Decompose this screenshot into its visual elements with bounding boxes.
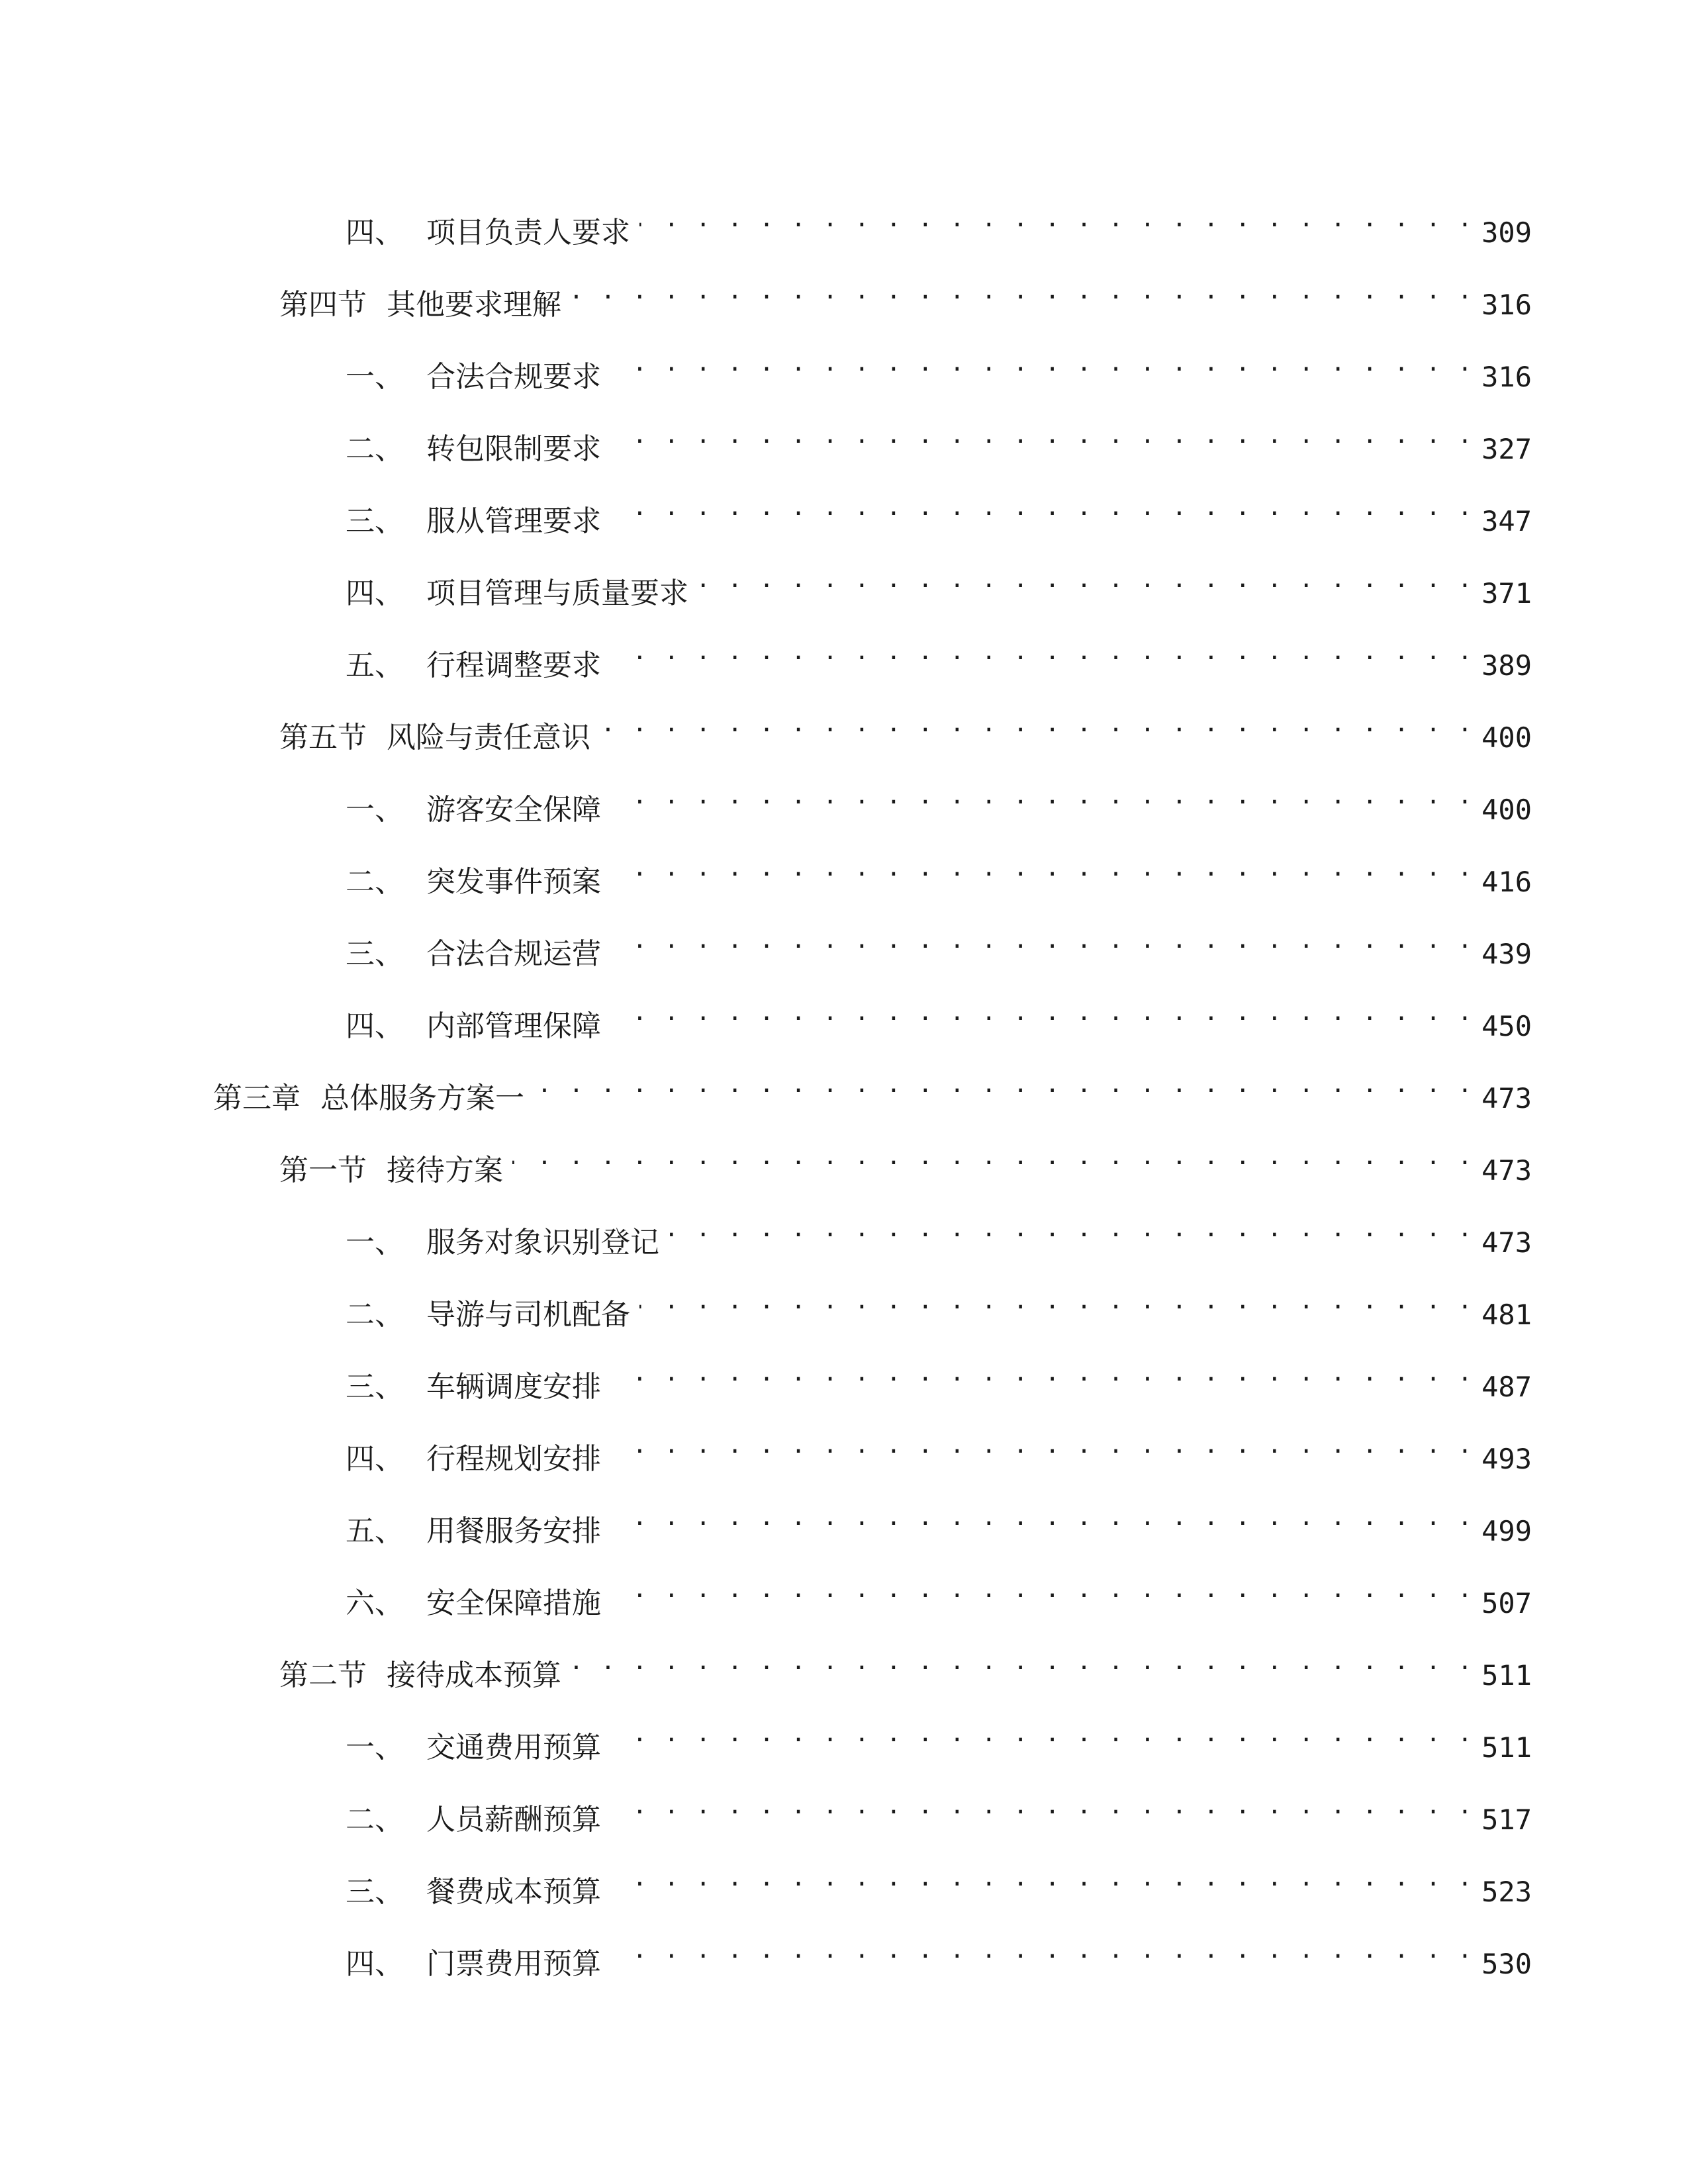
toc-entry[interactable]	[346, 1783, 1532, 1837]
dot-leader	[610, 412, 1474, 459]
toc-entry-number: 五、	[346, 1514, 404, 1548]
toc-entry[interactable]	[346, 196, 1532, 250]
toc-entry-page-number: 416	[1481, 866, 1532, 898]
toc-entry[interactable]	[346, 917, 1532, 971]
toc-entry[interactable]	[279, 1639, 1532, 1692]
dot-leader	[610, 1711, 1474, 1757]
toc-entry-page-number: 400	[1481, 721, 1532, 754]
toc-entry-number: 一、	[346, 1226, 404, 1259]
toc-entry[interactable]	[213, 1062, 1532, 1115]
toc-entry-page-number: 316	[1481, 289, 1532, 321]
toc-entry[interactable]	[346, 1206, 1532, 1259]
toc-entry-number: 五、	[346, 649, 404, 682]
toc-entry-title: 项目负责人要求	[426, 216, 630, 250]
dot-leader	[639, 1278, 1474, 1324]
dot-leader	[610, 1927, 1474, 1974]
dot-leader	[610, 773, 1474, 819]
toc-entry-number: 第一节	[279, 1154, 367, 1187]
toc-entry-page-number: 450	[1481, 1010, 1532, 1042]
toc-entry-title: 用餐服务安排	[426, 1514, 601, 1548]
dot-leader	[534, 1062, 1474, 1108]
toc-entry[interactable]	[279, 1134, 1532, 1187]
toc-entry-title: 合法合规运营	[426, 937, 601, 971]
dot-leader	[571, 1639, 1474, 1685]
dot-leader	[610, 1350, 1474, 1396]
toc-entry[interactable]	[346, 773, 1532, 827]
toc-entry-title: 合法合规要求	[426, 360, 601, 394]
toc-entry-title: 突发事件预案	[426, 865, 601, 899]
toc-entry-page-number: 400	[1481, 794, 1532, 826]
toc-entry-title: 导游与司机配备	[426, 1298, 630, 1332]
toc-entry-title: 项目管理与质量要求	[426, 576, 688, 610]
toc-entry-title: 服从管理要求	[426, 504, 601, 538]
toc-entry[interactable]	[346, 484, 1532, 538]
toc-entry[interactable]	[346, 412, 1532, 466]
toc-entry-number: 第二节	[279, 1659, 367, 1692]
dot-leader	[512, 1134, 1474, 1180]
toc-entry-number: 一、	[346, 360, 404, 394]
toc-entry-number: 三、	[346, 1875, 404, 1909]
toc-entry-page-number: 371	[1481, 577, 1532, 610]
dot-leader	[639, 196, 1474, 242]
toc-entry-title: 安全保障措施	[426, 1586, 601, 1620]
toc-entry-number: 二、	[346, 432, 404, 466]
dot-leader	[610, 629, 1474, 675]
toc-entry[interactable]	[346, 845, 1532, 899]
toc-entry-page-number: 523	[1481, 1876, 1532, 1908]
toc-entry-title: 转包限制要求	[426, 432, 601, 466]
toc-entry-title: 其他要求理解	[387, 288, 561, 322]
toc-entry-title: 服务对象识别登记	[426, 1226, 659, 1259]
toc-entry-number: 三、	[346, 504, 404, 538]
toc-entry[interactable]	[346, 1567, 1532, 1620]
toc-entry-title: 门票费用预算	[426, 1947, 601, 1981]
dot-leader	[600, 701, 1474, 747]
dot-leader	[610, 917, 1474, 964]
toc-entry-page-number: 530	[1481, 1948, 1532, 1980]
dot-leader	[610, 989, 1474, 1036]
toc-entry-number: 二、	[346, 1298, 404, 1332]
dot-leader	[698, 557, 1474, 603]
toc-entry-page-number: 309	[1481, 216, 1532, 249]
toc-entry-page-number: 389	[1481, 649, 1532, 682]
toc-entry-title: 风险与责任意识	[387, 721, 590, 754]
dot-leader	[610, 1783, 1474, 1829]
toc-entry-title: 交通费用预算	[426, 1731, 601, 1764]
toc-entry-title: 接待成本预算	[387, 1659, 561, 1692]
toc-entry-page-number: 487	[1481, 1371, 1532, 1403]
toc-entry-title: 车辆调度安排	[426, 1370, 601, 1404]
toc-entry-title: 游客安全保障	[426, 793, 601, 827]
toc-entry-title: 餐费成本预算	[426, 1875, 601, 1909]
dot-leader	[610, 1494, 1474, 1541]
toc-entry-page-number: 507	[1481, 1587, 1532, 1619]
toc-entry-title: 接待方案	[387, 1154, 503, 1187]
dot-leader	[610, 1422, 1474, 1469]
toc-entry-number: 第三章	[213, 1081, 301, 1115]
toc-entry[interactable]	[279, 701, 1532, 754]
toc-entry-number: 一、	[346, 793, 404, 827]
toc-entry-number: 二、	[346, 1803, 404, 1837]
dot-leader	[610, 340, 1474, 387]
toc-entry-number: 四、	[346, 216, 404, 250]
toc-entry-number: 第五节	[279, 721, 367, 754]
toc-entry-number: 四、	[346, 1947, 404, 1981]
dot-leader	[610, 845, 1474, 891]
toc-entry[interactable]	[346, 1927, 1532, 1981]
toc-entry-number: 三、	[346, 1370, 404, 1404]
toc-entry[interactable]	[346, 557, 1532, 610]
toc-entry-page-number: 473	[1481, 1154, 1532, 1187]
dot-leader	[610, 1855, 1474, 1901]
dot-leader	[669, 1206, 1474, 1252]
toc-entry-page-number: 347	[1481, 505, 1532, 537]
toc-entry-number: 二、	[346, 865, 404, 899]
toc-entry[interactable]	[279, 268, 1532, 322]
toc-entry-number: 一、	[346, 1731, 404, 1764]
toc-entry[interactable]	[346, 340, 1532, 394]
toc-entry-number: 三、	[346, 937, 404, 971]
toc-entry-number: 六、	[346, 1586, 404, 1620]
toc-entry-number: 四、	[346, 1009, 404, 1043]
toc-entry[interactable]	[346, 1350, 1532, 1404]
toc-entry-number: 第四节	[279, 288, 367, 322]
toc-entry-page-number: 473	[1481, 1082, 1532, 1115]
dot-leader	[610, 1567, 1474, 1613]
toc-entry[interactable]	[346, 1855, 1532, 1909]
toc-entry-number: 四、	[346, 1442, 404, 1476]
dot-leader	[571, 268, 1474, 314]
toc-entry-page-number: 511	[1481, 1731, 1532, 1764]
dot-leader	[610, 484, 1474, 531]
toc-entry-title: 行程规划安排	[426, 1442, 601, 1476]
toc-entry[interactable]	[346, 1711, 1532, 1764]
toc-entry-title: 总体服务方案一	[320, 1081, 524, 1115]
toc-entry-number: 四、	[346, 576, 404, 610]
toc-entry-title: 人员薪酬预算	[426, 1803, 601, 1837]
toc-entry-page-number: 327	[1481, 433, 1532, 465]
toc-entry-title: 行程调整要求	[426, 649, 601, 682]
toc-entry-title: 内部管理保障	[426, 1009, 601, 1043]
toc-entry[interactable]	[346, 989, 1532, 1043]
toc-entry[interactable]	[346, 629, 1532, 682]
toc-entry-page-number: 517	[1481, 1803, 1532, 1836]
toc-entry-page-number: 511	[1481, 1659, 1532, 1692]
toc-entry[interactable]	[346, 1278, 1532, 1332]
toc-entry-page-number: 493	[1481, 1443, 1532, 1475]
toc-entry-page-number: 499	[1481, 1515, 1532, 1547]
toc-entry-page-number: 473	[1481, 1226, 1532, 1259]
toc-entry[interactable]	[346, 1422, 1532, 1476]
toc-entry-page-number: 316	[1481, 361, 1532, 393]
toc-entry[interactable]	[346, 1494, 1532, 1548]
toc-entry-page-number: 439	[1481, 938, 1532, 970]
toc-entry-page-number: 481	[1481, 1298, 1532, 1331]
